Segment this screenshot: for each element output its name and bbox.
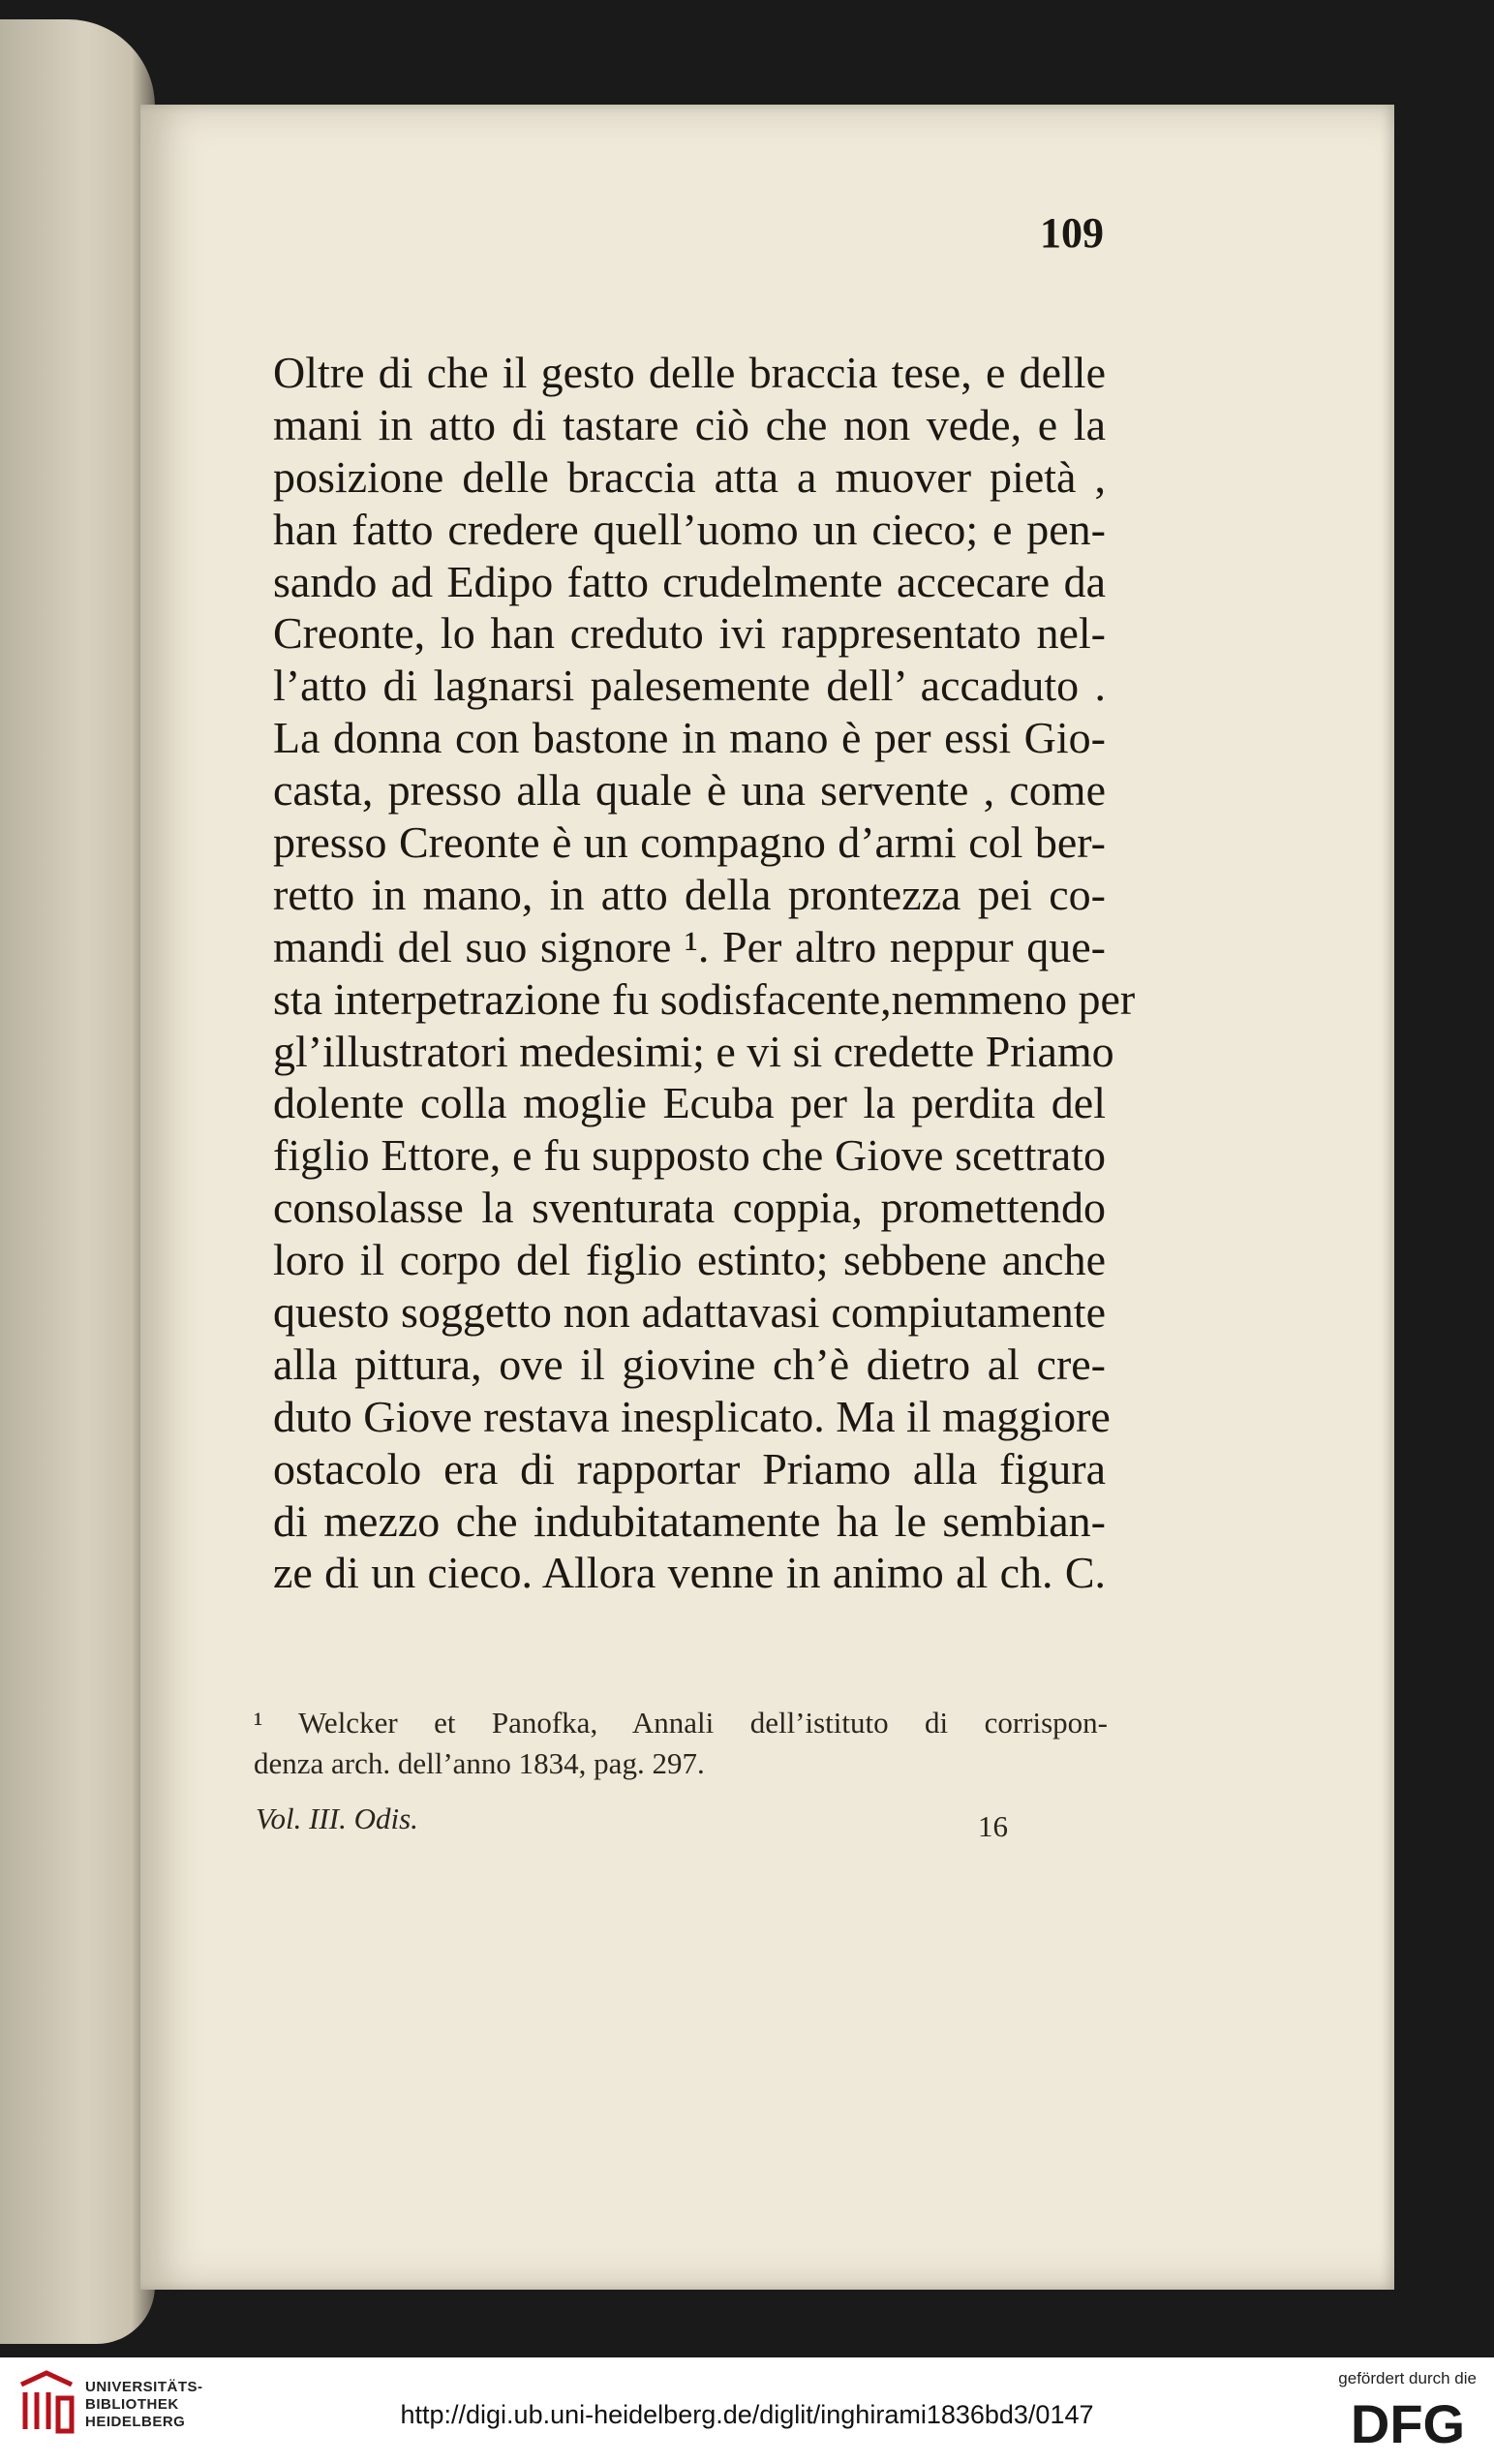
page-number: 109 xyxy=(1040,209,1104,257)
text-line: questo soggetto non adattavasi compiutamente xyxy=(273,1287,1106,1338)
text-line: figlio Ettore, e fu supposto che Giove scettrato xyxy=(273,1130,1106,1181)
text-line: presso Creonte è un compagno d’armi col ber- xyxy=(273,817,1106,868)
text-line: retto in mano, in atto della prontezza pei co- xyxy=(273,869,1106,919)
body-text xyxy=(273,347,1136,1599)
text-line: Oltre di che il gesto delle braccia tese, e delle xyxy=(273,348,1106,397)
text-line: dolente colla moglie Ecuba per la perdita del xyxy=(273,1078,1106,1128)
text-line: casta, presso alla quale è una servente , come xyxy=(273,765,1106,816)
text-line: posizione delle braccia atta a muover pietà , xyxy=(273,451,1106,502)
text-line: La donna con bastone in mano è per essi Gio- xyxy=(273,713,1106,763)
text-line: mandi del suo signore ¹. Per altro neppur que- xyxy=(273,921,1106,971)
text-line: Creonte, lo han creduto ivi rappresentato nel- xyxy=(273,608,1106,659)
funded-by-label: gefördert durch die xyxy=(1338,2369,1477,2387)
left-page-edge xyxy=(0,19,155,2344)
svg-text:DFG: DFG xyxy=(1350,2394,1466,2450)
text-line: mani in atto di tastare ciò che non vede, e la xyxy=(273,399,1106,449)
text-line: sando ad Edipo fatto crudelmente accecare da xyxy=(273,556,1106,606)
library-name-line: HEIDELBERG xyxy=(85,2414,186,2430)
text-line: han fatto credere quell’uomo un cieco; e pen- xyxy=(273,504,1106,554)
text-line: alla pittura, ove il giovine ch’è dietro al cre- xyxy=(273,1339,1106,1389)
text-line: gl’illustratori medesimi; e vi si credette Priamo xyxy=(273,1026,1114,1076)
text-line: di mezzo che indubitatamente ha le sembian- xyxy=(273,1495,1106,1546)
library-name-line: BIBLIOTHEK xyxy=(85,2396,179,2413)
text-line: l’atto di lagnarsi palesemente dell’ accaduto . xyxy=(273,661,1106,711)
library-name-line: UNIVERSITÄTS- xyxy=(85,2379,203,2395)
text-line: duto Giove restava inesplicato. Ma il maggiore xyxy=(273,1391,1111,1441)
text-line: loro il corpo del figlio estinto; sebbene anche xyxy=(273,1235,1106,1285)
text-line: sta interpetrazione fu sodisfacente,nemmeno per xyxy=(273,973,1136,1024)
footnote xyxy=(254,1703,1108,1784)
viewer-footer xyxy=(0,2357,1494,2464)
footnote-line: denza arch. dell’anno 1834, pag. 297. xyxy=(254,1746,705,1780)
dfg-logo-icon[interactable] xyxy=(1335,2394,1480,2450)
permalink-url[interactable]: http://digi.ub.uni-heidelberg.de/diglit/inghirami1836bd3/0147 xyxy=(400,2400,1094,2429)
sheet-number: 16 xyxy=(978,1809,1008,1843)
footnote-line: ¹ Welcker et Panofka, Annali dell’istituto di corrispon- xyxy=(254,1706,1108,1740)
text-line: consolasse la sventurata coppia, promettendo xyxy=(273,1183,1106,1233)
text-line: ostacolo era di rapportar Priamo alla figura xyxy=(273,1443,1106,1494)
text-line: ze di un cieco. Allora venne in animo al ch. C. xyxy=(273,1548,1106,1598)
printer-signature: Vol. III. Odis. xyxy=(256,1802,418,1835)
